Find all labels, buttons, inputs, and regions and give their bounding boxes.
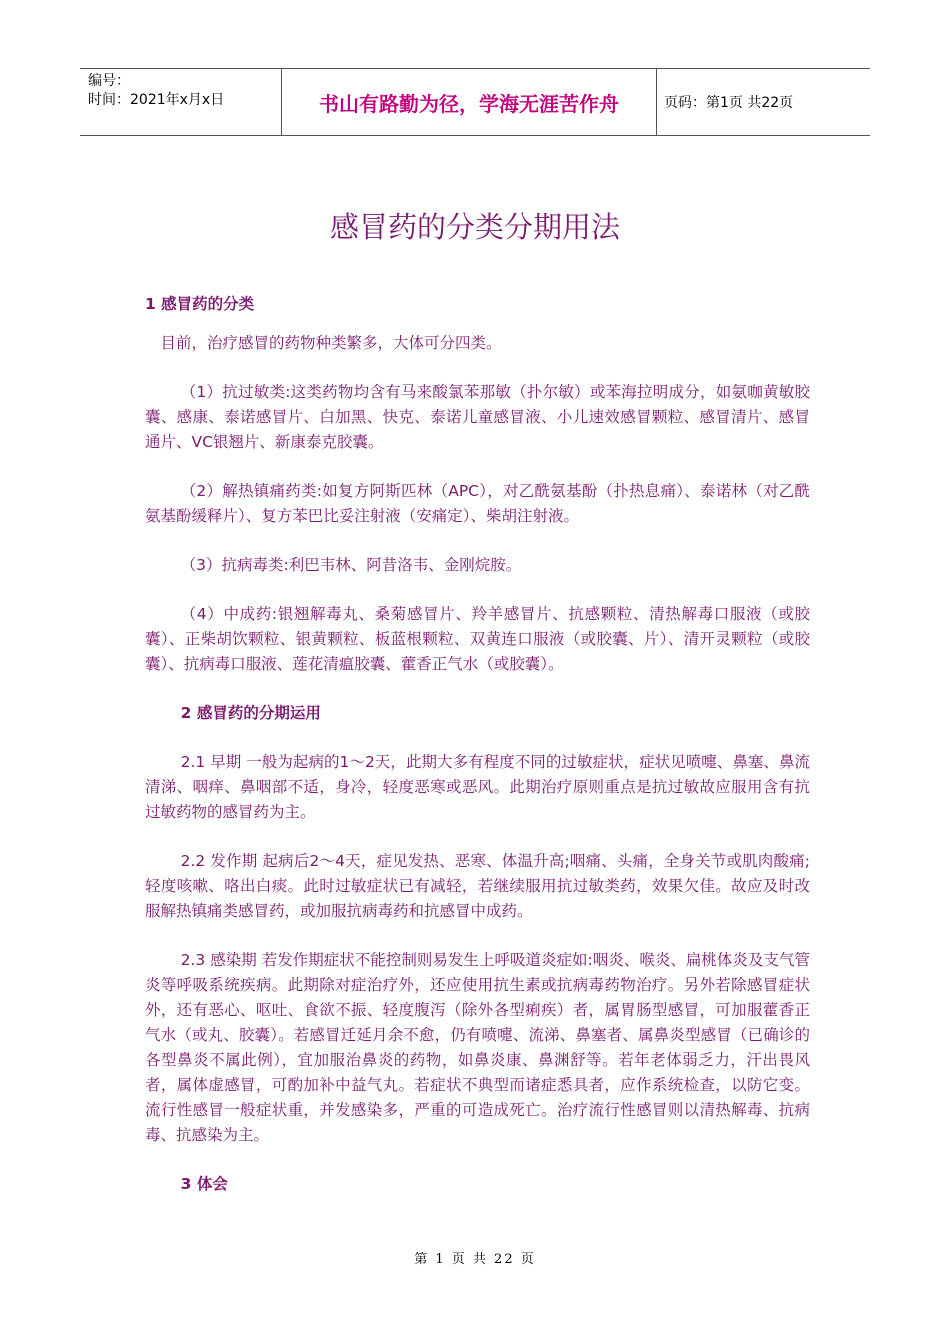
- header-meta-cell: [80, 69, 282, 135]
- section-1-intro: 目前，治疗感冒的药物种类繁多，大体可分四类。: [160, 334, 502, 352]
- motto-text: 书山有路勤为径，学海无涯苦作舟: [319, 91, 619, 116]
- section-1-para-1: （1）抗过敏类:这类药物均含有马来酸氯苯那敏（扑尔敏）或苯海拉明成分，如氨咖黄敏胶囊、感康、泰诺感冒片、白加黑、快克、泰诺儿童感冒液、小儿速效感冒颗粒、感冒清片、感冒通片、VC银翘片、新康泰克胶囊。: [145, 383, 810, 451]
- motto-cell: [282, 69, 657, 135]
- date-label: 时间：2021年x月x日: [88, 92, 225, 108]
- section-1-para-2: （2）解热镇痛药类:如复方阿斯匹林（APC），对乙酰氨基酚（扑热息痛）、泰诺林（对乙酰氨基酚缓释片）、复方苯巴比妥注射液（安痛定）、柴胡注射液。: [145, 482, 810, 525]
- document-title: 感冒药的分类分期用法: [329, 210, 620, 244]
- section-2-para-2: 2.2 发作期 起病后2～4天，症见发热、恶寒、体温升高;咽痛、头痛，全身关节或肌肉酸痛;轻度咳嗽、咯出白痰。此时过敏症状已有减轻，若继续服用抗过敏类药，效果欠佳。故应及时改服解热镇痛类感冒药，或加服抗病毒药和抗感冒中成药。: [145, 852, 810, 920]
- section-2-heading: 2 感冒药的分期运用: [180, 704, 321, 722]
- section-1-heading: 1 感冒药的分类: [145, 295, 255, 313]
- section-1-para-4: （4）中成药:银翘解毒丸、桑菊感冒片、羚羊感冒片、抗感颗粒、清热解毒口服液（或胶囊）、正柴胡饮颗粒、银黄颗粒、板蓝根颗粒、双黄连口服液（或胶囊、片）、清开灵颗粒（或胶囊）、抗病毒口服液、莲花清瘟胶囊、藿香正气水（或胶囊）。: [145, 605, 810, 673]
- page-footer: 第 1 页 共 22 页: [414, 1252, 536, 1267]
- document-body: [145, 292, 810, 1197]
- number-label: 编号：: [88, 73, 130, 89]
- section-2-para-3: 2.3 感染期 若发作期症状不能控制则易发生上呼吸道炎症如:咽炎、喉炎、扁桃体炎及支气管炎等呼吸系统疾病。此期除对症治疗外，还应使用抗生素或抗病毒药物治疗。另外若除感冒症状外，还有恶心、呕吐、食欲不振、轻度腹泻（除外各型痢疾）者，属胃肠型感冒，可加服藿香正气水（或丸、胶囊）。若感冒迁延月余不愈，仍有喷嚏、流涕、鼻塞者、属鼻炎型感冒（已确诊的各型鼻炎不属此例），宜加服治鼻炎的药物，如鼻炎康、鼻渊舒等。若年老体弱乏力，汗出畏风者，属体虚感冒，可酌加补中益气丸。若症状不典型而诸症悉具者，应作系统检查，以防它变。流行性感冒一般症状重，并发感染多，严重的可造成死亡。治疗流行性感冒则以清热解毒、抗病毒、抗感染为主。: [145, 951, 810, 1144]
- header-table: [80, 68, 870, 136]
- section-3-heading: 3 体会: [180, 1175, 228, 1193]
- page-info-text: 页码：第1页 共22页: [664, 95, 794, 111]
- section-1-para-3: （3）抗病毒类:利巴韦林、阿昔洛韦、金刚烷胺。: [180, 556, 522, 574]
- section-2-para-1: 2.1 早期 一般为起病的1～2天，此期大多有程度不同的过敏症状，症状见喷嚏、鼻塞、鼻流清涕、咽痒、鼻咽部不适，身冷，轻度恶寒或恶风。此期治疗原则重点是抗过敏故应服用含有抗过敏药物的感冒药为主。: [145, 753, 810, 821]
- page-info-cell: [656, 69, 870, 135]
